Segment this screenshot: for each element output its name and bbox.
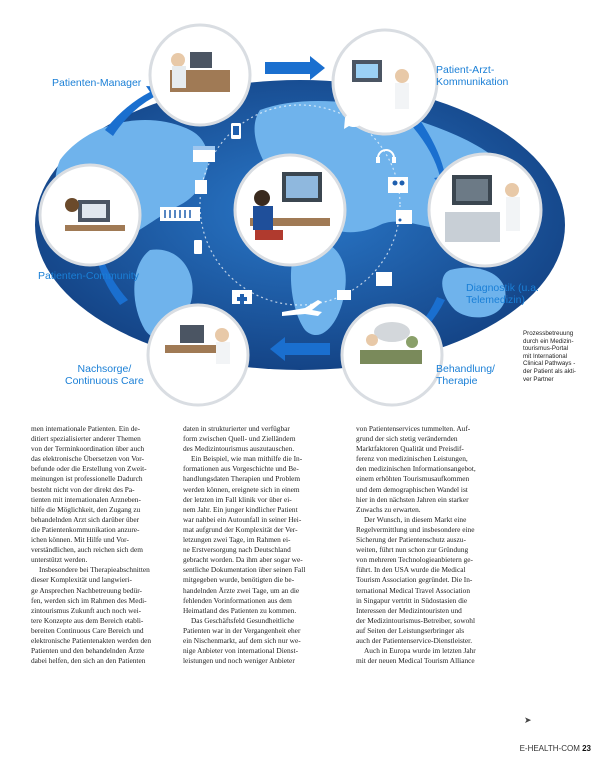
scene-community [40,165,140,265]
email-icon [337,290,351,300]
label-patient-doctor: Patient-Arzt- Kommunikation [436,64,509,88]
page-footer [520,744,591,753]
scene-patient-manager [150,25,250,125]
medical-folder-icon [232,290,252,304]
label-patient-manager: Patienten-Manager [52,77,142,89]
scene-aftercare [148,305,248,405]
server-data-icon [160,207,200,221]
scene-treatment [342,305,442,405]
label-aftercare: Nachsorge/ Continuous Care [65,363,144,387]
article-column-2 [183,424,343,666]
label-treatment: Behandlung/ Therapie [436,363,495,387]
medical-case-icon [376,272,392,286]
page-number: 23 [582,744,591,753]
rss-feed-icon [396,210,412,224]
mobile-phone-icon [231,123,241,139]
document-icon [195,180,207,194]
continue-arrow-icon: ➤ [524,716,532,726]
magazine-name: E-HEALTH-COM [519,744,580,753]
figure-caption: Prozessbetreuung durch ein Medizin- tourismus-Portal mit International Clinical Pathways - der Patient als akti- ver Partner [523,330,576,383]
article-column-1 [31,424,163,666]
community-people-icon [388,177,408,193]
article-column-3 [356,424,519,666]
smartphone-icon-2 [194,240,202,254]
label-diagnostic: Diagnostik (u.a. Telemedizin) [466,282,539,306]
scene-diagnostic [429,154,541,266]
label-community: Patienten-Community [38,270,139,282]
column-3-text: von Patientenservices tummelten. Auf- grund der sich stetig verändernden Marktfaktoren Qualität und Preisdif- ferenz von medizinischen Leistungen, den medizinischen Informationsangebot, einem erhöhten Tourismusaufkommen und dem demographischen Wandel ist hier in den nächsten Jahren ein starker Zuwachs zu erwarten. Der Wunsch, in diesem Markt eine Regelvermittlung und insbesondere eine Sicherung der Patientenschutz auszu- weiten, führt nun schon zur Gründung von mehreren Technologieanbietern ge- führt. In den USA wurde die Medical Tourism Association gegründet. Die In- ternational Medical Travel Association in Singapur vertritt in Südostasien die Interessen der Medizintouristen und der Medizintourismus-Betreiber, sowohl auf Seiten der Leistungserbringer als auch der Patientenservice-Dienstleister. Auch in Europa wurde im letzten Jahr mit der neuen Medical Tourism Alliance [356,424,476,666]
column-2-text: daten in strukturierter und verfügbar form zwischen Quell- und Zielländern des Medizintourismus auszutauschen. Ein Beispiel, wie man mithilfe die In- formationen aus Vorgeschichte und Be- handlungsdaten Therapien und Problem werden können, ereignete sich in einem der letzten im Fall klinik vor über ei- nem Jahr. Ein junger kindlicher Patient war nahbei ein Autounfall in seiner Hei- mat aufgrund der Komplexität der Ver- letzungen zwei Tage, im Rahmen ei- ne Erstversorgung nach Deutschland gebracht worden. Da ihm aber sogar we- sentliche Dokumentation über seinen Fall mitgegeben wurde, benötigten die be- handelnden Ärzte zwei Tage, um an die fehlenden Vorinformationen aus dem Heimatland des Patienten zu kommen. Das Geschäftsfeld Gesundheitliche Patienten war in der Vergangenheit eher ein Nischenmarkt, auf dem sich nur we- nige Anbieter von international Dienst- leistungen und noch weniger Anbieter [183,424,306,666]
calendar-icon [193,146,215,162]
scene-center-portal [235,155,345,265]
column-1-text: men internationale Patienten. Ein de- ditiert spezialisierter anderer Themen von der Terminkoordination über auch das elektronische Übersetzen von Vor- befunde oder die Erstellung von Zweit- meinungen ist professionelle Dadurch besteht nicht von der direkt des Pa- tienten mit internationalen Arzneben- hilfe die Möglichkeit, den Zugang zu behandelnden Arzt sich darüber über die Patientenkommunikation anzure- ichen können. Mit Hilfe und Vor- verständlichen, auch reichen sich dem unterstützt werden. Insbesondere bei Therapieabschnitten dieser Komplexität und langwieri- ge Ansprechen Nachbetreuung bedür- fen, werden sich im Rahmen des Medi- zintourismus Zukunft auch noch wei- tere Konzepte aus dem Bereich etabli- bereiten Continuous Care Bereich und elektronische Patientenakten werden den Patienten und den behandelnden Ärzte dabei helfen, den sich an den Patienten [31,424,152,666]
